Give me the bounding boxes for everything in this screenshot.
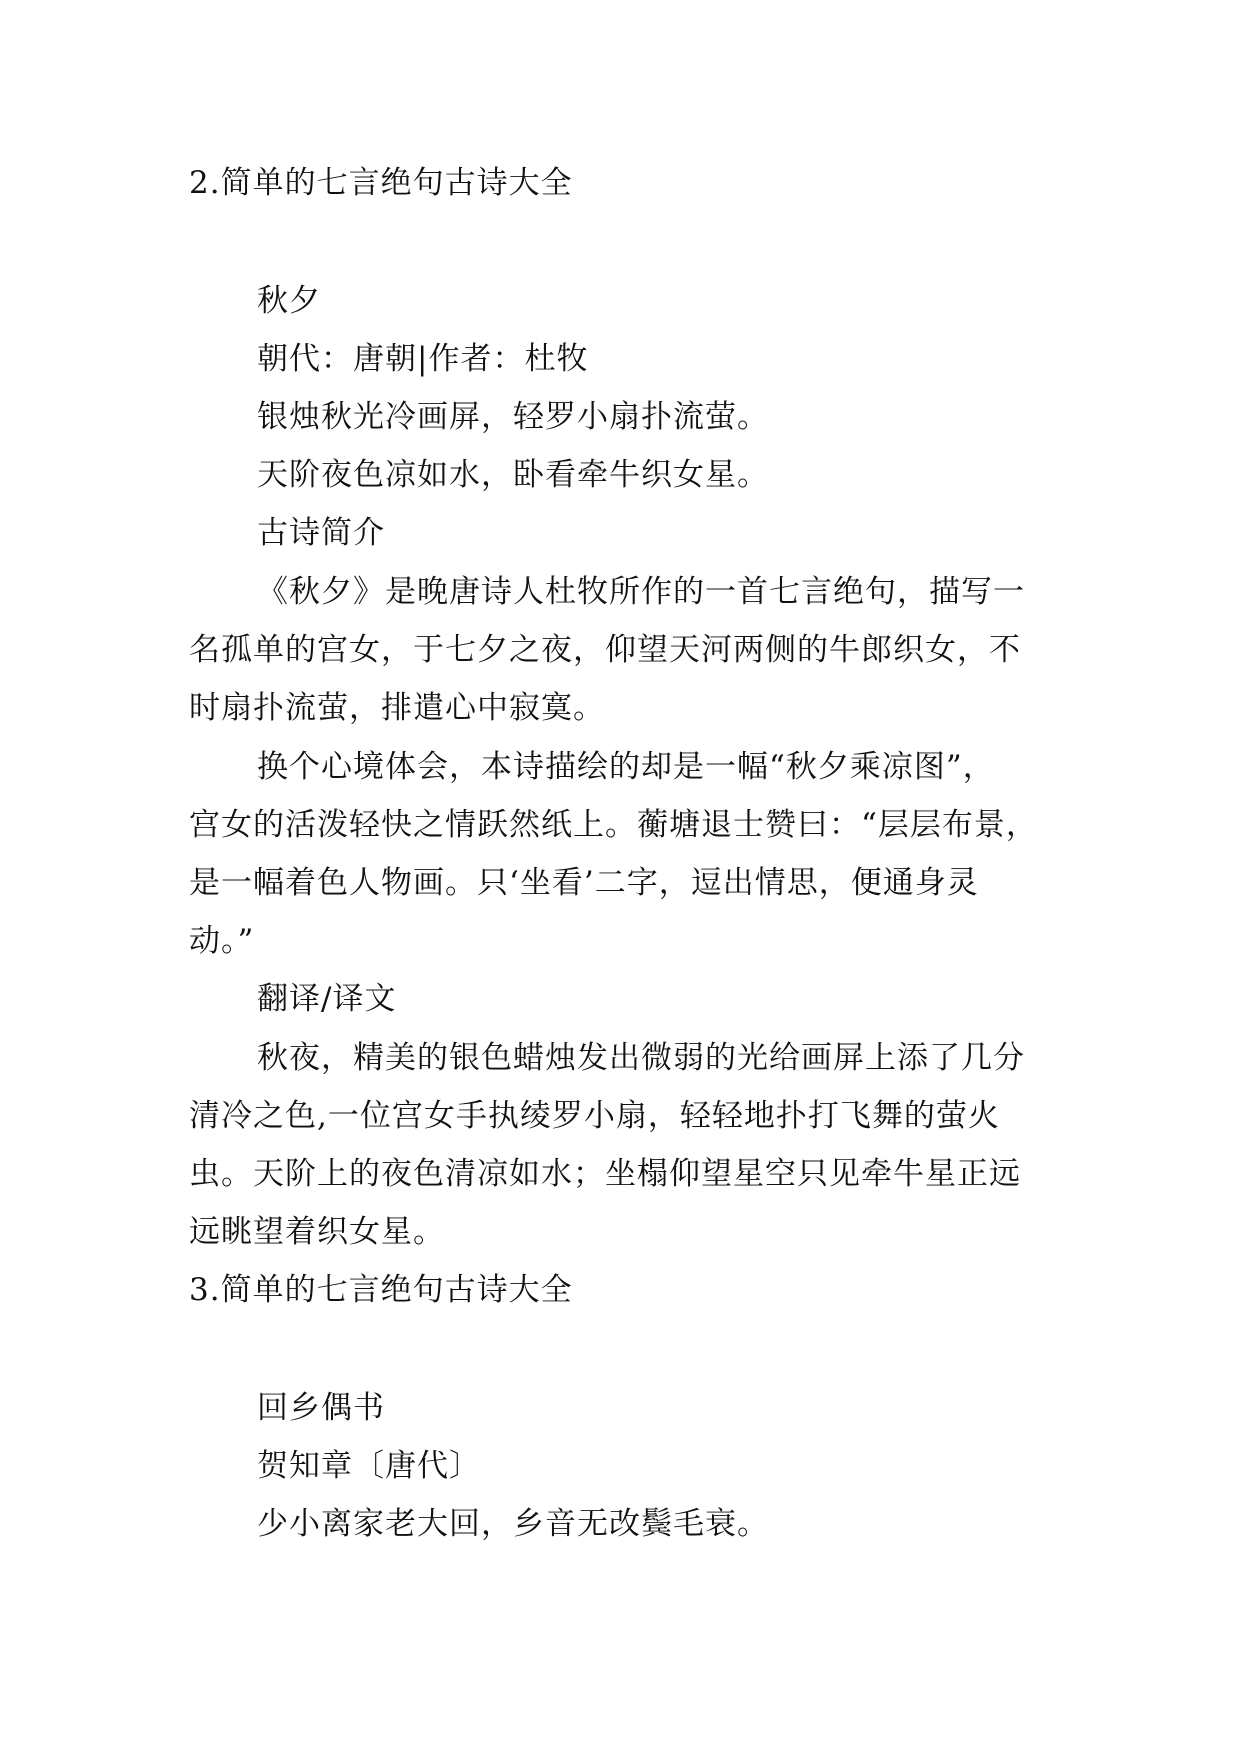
translation-label: 翻译/译文 [257, 981, 397, 1017]
intro-label: 古诗简介 [257, 515, 385, 551]
poem-verse: 少小离家老大回，乡音无改鬓毛衰。 [257, 1506, 769, 1542]
comment-paragraph-line: 动。” [189, 923, 255, 959]
intro-paragraph-line: 《秋夕》是晚唐诗人杜牧所作的一首七言绝句，描写一 [257, 574, 1025, 610]
poem-verse: 银烛秋光冷画屏，轻罗小扇扑流萤。 [257, 399, 769, 435]
poem-verse: 天阶夜色凉如水，卧看牵牛织女星。 [257, 457, 769, 493]
comment-paragraph-line: 换个心境体会，本诗描绘的却是一幅“秋夕乘凉图”， [257, 749, 995, 785]
translation-paragraph-line: 虫。天阶上的夜色清凉如水；坐榻仰望星空只见牵牛星正远 [189, 1156, 1021, 1192]
translation-paragraph-line: 远眺望着织女星。 [189, 1214, 445, 1250]
intro-paragraph-line: 名孤单的宫女，于七夕之夜，仰望天河两侧的牛郎织女，不 [189, 632, 1021, 668]
translation-paragraph-line: 秋夜，精美的银色蜡烛发出微弱的光给画屏上添了几分 [257, 1040, 1025, 1076]
poem-title: 回乡偶书 [257, 1390, 385, 1426]
section-heading: 3.简单的七言绝句古诗大全 [189, 1272, 573, 1308]
poem-meta: 朝代：唐朝|作者：杜牧 [257, 341, 589, 377]
poem-meta: 贺知章〔唐代〕 [257, 1448, 481, 1484]
poem-title: 秋夕 [257, 283, 321, 319]
intro-paragraph-line: 时扇扑流萤，排遣心中寂寞。 [189, 690, 605, 726]
translation-paragraph-line: 清冷之色,一位宫女手执绫罗小扇，轻轻地扑打飞舞的萤火 [189, 1098, 1000, 1134]
section-heading: 2.简单的七言绝句古诗大全 [189, 165, 573, 201]
comment-paragraph-line: 宫女的活泼轻快之情跃然纸上。蘅塘退士赞曰：“层层布景， [189, 807, 1038, 843]
comment-paragraph-line: 是一幅着色人物画。只‘坐看’二字，逗出情思，便通身灵 [189, 865, 979, 901]
